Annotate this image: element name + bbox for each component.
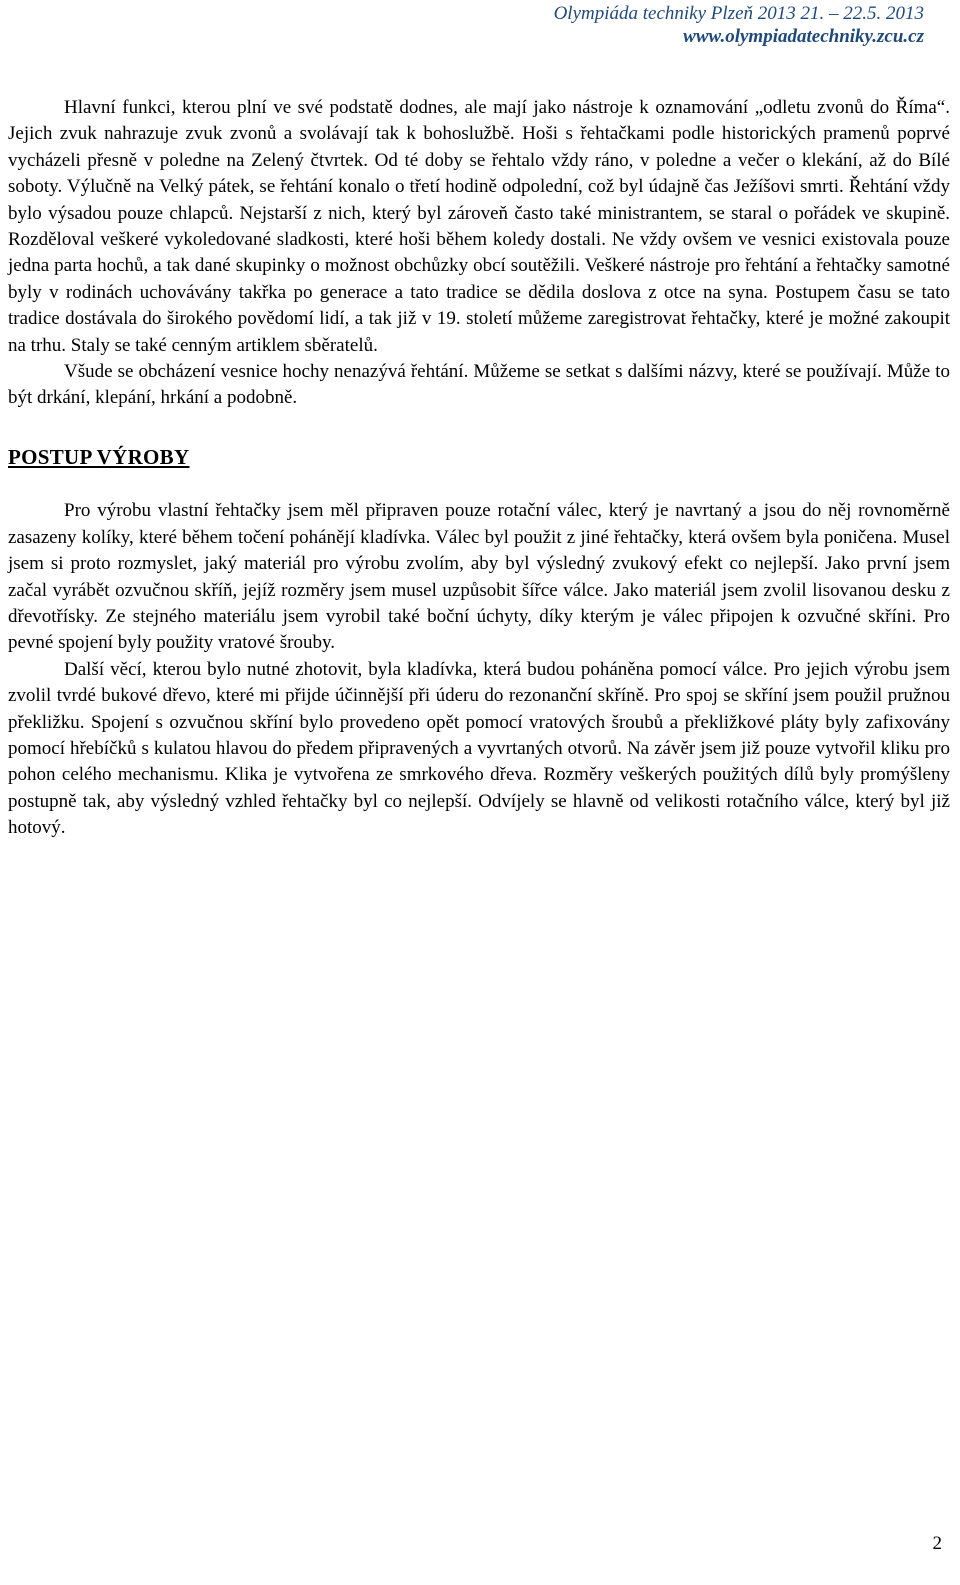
intro-paragraph-2: Všude se obcházení vesnice hochy nenazývá řehtání. Můžeme se setkat s dalšími názvy, které se používají. Může to být drkání, klepání, hrkání a podobně.: [8, 361, 950, 409]
page-number: 2: [932, 1533, 942, 1554]
section-paragraph-1: Pro výrobu vlastní řehtačky jsem měl připraven pouze rotační válec, který je navrtaný a jsou do něj rovnoměrně zasazeny kolíky, které během točení pohánějí kladívka. Válec byl použit z jiné řehtačky, která ovšem byla poničena. Musel jsem si proto rozmyslet, jaký materiál pro výrobu zvolím, aby byl výsledný zvukový efekt co nejlepší. Jako první jsem začal vyrábět ozvučnou skříň, jejíž rozměry jsem musel uzpůsobit šířce válce. Jako materiál jsem zvolil lisovanou desku z dřevotřísky. Ze stejného materiálu jsem vyrobil také boční úchyty, díky kterým je válec připojen k ozvučné skříni. Pro pevné spojení byly použity vratové šrouby.: [8, 500, 950, 654]
section-heading-postup-vyroby: POSTUP VÝROBY: [8, 444, 190, 469]
document-body: [8, 95, 950, 842]
page-header: [324, 2, 924, 48]
header-event-title: Olympiáda techniky Plzeň 2013 21. – 22.5. 2013: [553, 3, 924, 24]
section-paragraph-2: Další věcí, kterou bylo nutné zhotovit, byla kladívka, která budou poháněna pomocí válce. Pro jejich výrobu jsem zvolil tvrdé bukové dřevo, které mi přijde účinnější při úderu do rezonanční skříně. Pro spoj se skříní jsem použil pružnou překližku. Spojení s ozvučnou skříní bylo provedeno opět pomocí vratových šroubů a překližkové pláty byly zafixovány pomocí hřebíčků s kulatou hlavou do předem připravených a vyvrtaných otvorů. Na závěr jsem již pouze vytvořil kliku pro pohon celého mechanismu. Klika je vytvořena ze smrkového dřeva. Rozměry veškerých použitých dílů byly promýšleny postupně tak, aby výsledný vzhled řehtačky byl co nejlepší. Odvíjely se hlavně od velikosti rotačního válce, který byl již hotový.: [8, 658, 950, 839]
header-website-url: www.olympiadatechniky.zcu.cz: [683, 26, 924, 47]
intro-paragraph-1: Hlavní funkci, kterou plní ve své podstatě dodnes, ale mají jako nástroje k oznamování „odletu zvonů do Říma“. Jejich zvuk nahrazuje zvuk zvonů a svolávají tak k bohoslužbě. Hoši s řehtačkami podle historických pramenů poprvé vycházeli přesně v poledne na Zelený čtvrtek. Od té doby se řehtalo vždy ráno, v poledne a večer o klekání, až do Bílé soboty. Výlučně na Velký pátek, se řehtání konalo o třetí hodině odpolední, což byl údajně čas Ježíšovi smrti. Řehtání vždy bylo výsadou pouze chlapců. Nejstarší z nich, který byl zároveň často také ministrantem, se staral o pořádek ve skupině. Rozděloval veškeré vykoledované sladkosti, které hoši během koledy dostali. Ne vždy ovšem ve vesnici existovala pouze jedna parta hochů, a tak dané skupinky o možnost obchůzky obcí soutěžili. Veškeré nástroje pro řehtání a řehtačky samotné byly v rodinách uchovávány takřka po generace a tato tradice se dědila doslova z otce na syna. Postupem času se tato tradice dostávala do širokého povědomí lidí, a tak již v 19. století můžeme zaregistrovat řehtačky, které je možné zakoupit na trhu. Staly se také cenným artiklem sběratelů.: [8, 97, 950, 356]
